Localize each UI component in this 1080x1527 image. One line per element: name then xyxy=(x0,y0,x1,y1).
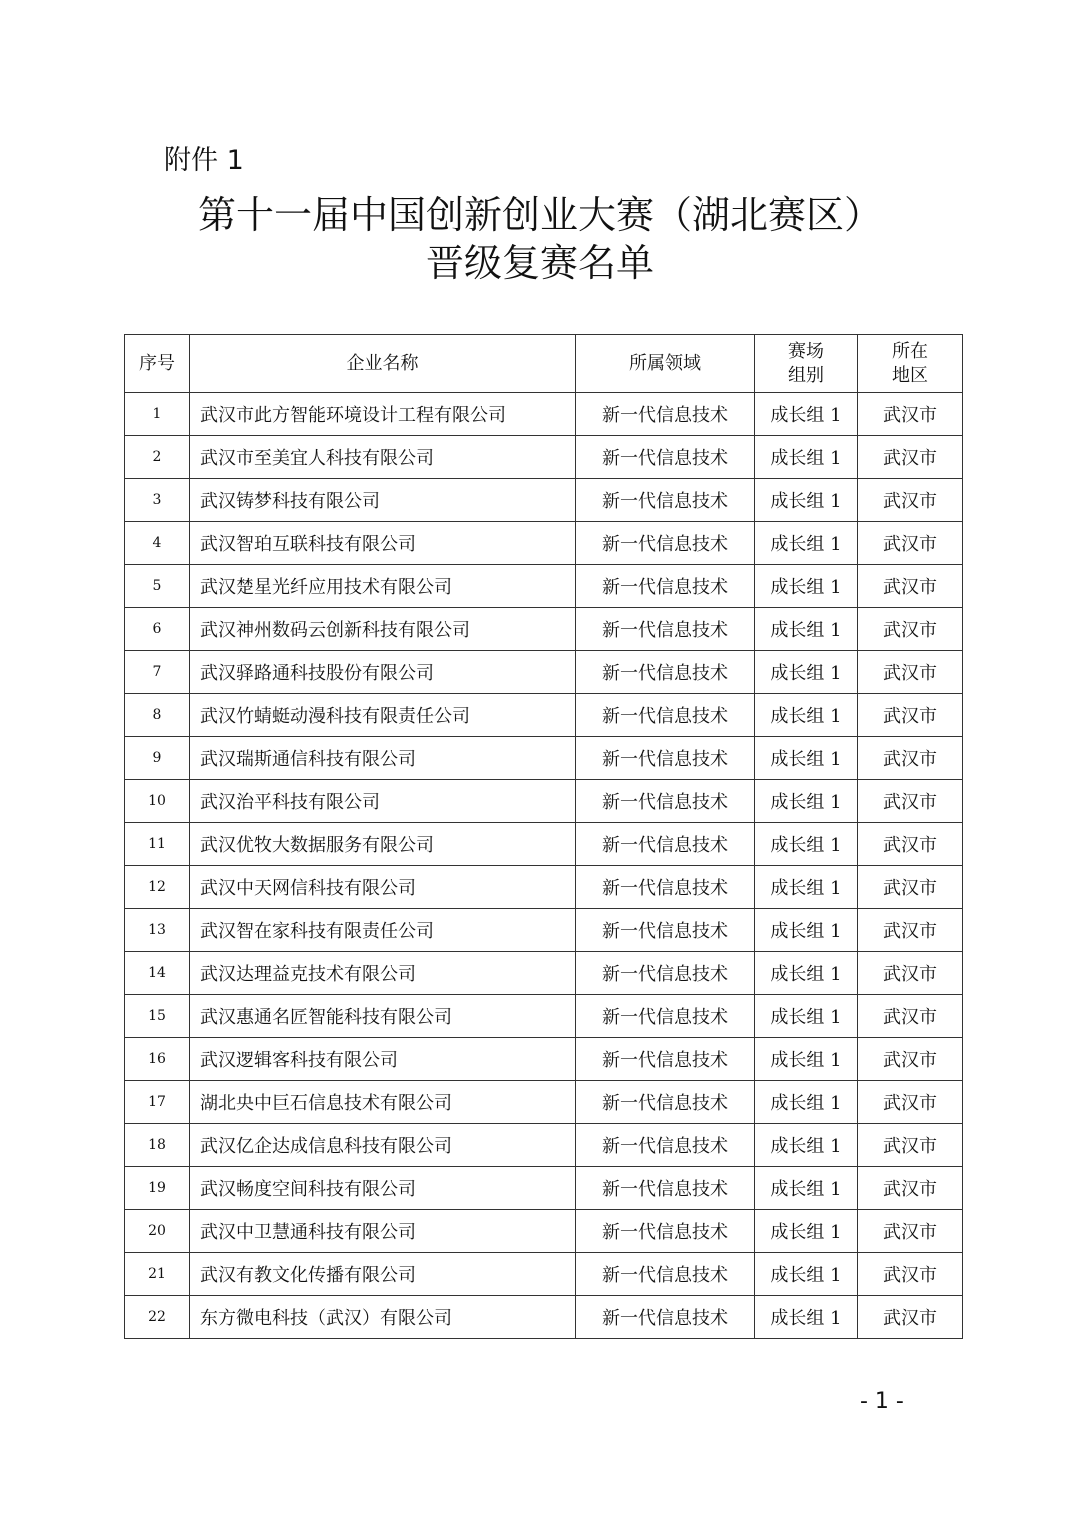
table-row xyxy=(125,393,963,436)
table-row xyxy=(125,995,963,1038)
company-name: 武汉中天网信科技有限公司 xyxy=(190,866,576,909)
group-cell: 成长组 1 xyxy=(755,1038,858,1081)
region-cell: 武汉市 xyxy=(858,479,963,522)
row-number: 9 xyxy=(125,737,190,780)
row-number: 17 xyxy=(125,1081,190,1124)
region-cell: 武汉市 xyxy=(858,1167,963,1210)
row-number: 10 xyxy=(125,780,190,823)
header-group xyxy=(755,335,858,393)
table-row xyxy=(125,694,963,737)
group-cell: 成长组 1 xyxy=(755,995,858,1038)
field-cell: 新一代信息技术 xyxy=(576,1253,755,1296)
field-cell: 新一代信息技术 xyxy=(576,1081,755,1124)
company-name: 湖北央中巨石信息技术有限公司 xyxy=(190,1081,576,1124)
company-name: 武汉畅度空间科技有限公司 xyxy=(190,1167,576,1210)
table-row xyxy=(125,479,963,522)
group-cell: 成长组 1 xyxy=(755,952,858,995)
group-cell: 成长组 1 xyxy=(755,1124,858,1167)
company-name: 武汉亿企达成信息科技有限公司 xyxy=(190,1124,576,1167)
field-cell: 新一代信息技术 xyxy=(576,694,755,737)
group-cell: 成长组 1 xyxy=(755,651,858,694)
table-row xyxy=(125,737,963,780)
group-cell: 成长组 1 xyxy=(755,694,858,737)
company-name: 武汉惠通名匠智能科技有限公司 xyxy=(190,995,576,1038)
field-cell: 新一代信息技术 xyxy=(576,608,755,651)
company-name: 武汉驿路通科技股份有限公司 xyxy=(190,651,576,694)
table-row xyxy=(125,1210,963,1253)
row-number: 2 xyxy=(125,436,190,479)
table-row xyxy=(125,1038,963,1081)
field-cell: 新一代信息技术 xyxy=(576,1038,755,1081)
table-row xyxy=(125,565,963,608)
group-cell: 成长组 1 xyxy=(755,737,858,780)
table-row xyxy=(125,1296,963,1339)
row-number: 19 xyxy=(125,1167,190,1210)
region-cell: 武汉市 xyxy=(858,608,963,651)
header-region xyxy=(858,335,963,393)
table-header-row xyxy=(125,335,963,393)
header-field: 所属领域 xyxy=(576,335,755,393)
document-subtitle: 晋级复赛名单 xyxy=(425,241,654,285)
company-name: 武汉治平科技有限公司 xyxy=(190,780,576,823)
row-number: 3 xyxy=(125,479,190,522)
region-cell: 武汉市 xyxy=(858,1038,963,1081)
group-cell: 成长组 1 xyxy=(755,479,858,522)
group-cell: 成长组 1 xyxy=(755,608,858,651)
company-name: 武汉瑞斯通信科技有限公司 xyxy=(190,737,576,780)
region-cell: 武汉市 xyxy=(858,952,963,995)
table-row xyxy=(125,1081,963,1124)
row-number: 21 xyxy=(125,1253,190,1296)
field-cell: 新一代信息技术 xyxy=(576,522,755,565)
field-cell: 新一代信息技术 xyxy=(576,1124,755,1167)
field-cell: 新一代信息技术 xyxy=(576,1210,755,1253)
company-name: 武汉优牧大数据服务有限公司 xyxy=(190,823,576,866)
field-cell: 新一代信息技术 xyxy=(576,780,755,823)
field-cell: 新一代信息技术 xyxy=(576,995,755,1038)
table-row xyxy=(125,522,963,565)
region-cell: 武汉市 xyxy=(858,1253,963,1296)
header-region-line1: 所在 xyxy=(892,340,928,362)
field-cell: 新一代信息技术 xyxy=(576,479,755,522)
table-row xyxy=(125,436,963,479)
row-number: 5 xyxy=(125,565,190,608)
field-cell: 新一代信息技术 xyxy=(576,737,755,780)
row-number: 16 xyxy=(125,1038,190,1081)
company-name: 武汉神州数码云创新科技有限公司 xyxy=(190,608,576,651)
region-cell: 武汉市 xyxy=(858,651,963,694)
company-name: 武汉达理益克技术有限公司 xyxy=(190,952,576,995)
company-name: 东方微电科技（武汉）有限公司 xyxy=(190,1296,576,1339)
region-cell: 武汉市 xyxy=(858,823,963,866)
company-name: 武汉楚星光纤应用技术有限公司 xyxy=(190,565,576,608)
region-cell: 武汉市 xyxy=(858,995,963,1038)
group-cell: 成长组 1 xyxy=(755,1081,858,1124)
group-cell: 成长组 1 xyxy=(755,909,858,952)
region-cell: 武汉市 xyxy=(858,737,963,780)
finalists-table xyxy=(124,334,963,1339)
region-cell: 武汉市 xyxy=(858,1081,963,1124)
region-cell: 武汉市 xyxy=(858,866,963,909)
header-group-line1: 赛场 xyxy=(788,340,824,362)
region-cell: 武汉市 xyxy=(858,436,963,479)
group-cell: 成长组 1 xyxy=(755,780,858,823)
table-row xyxy=(125,909,963,952)
company-name: 武汉中卫慧通科技有限公司 xyxy=(190,1210,576,1253)
row-number: 20 xyxy=(125,1210,190,1253)
region-cell: 武汉市 xyxy=(858,1124,963,1167)
field-cell: 新一代信息技术 xyxy=(576,436,755,479)
group-cell: 成长组 1 xyxy=(755,436,858,479)
group-cell: 成长组 1 xyxy=(755,393,858,436)
region-cell: 武汉市 xyxy=(858,393,963,436)
row-number: 1 xyxy=(125,393,190,436)
region-cell: 武汉市 xyxy=(858,909,963,952)
field-cell: 新一代信息技术 xyxy=(576,1167,755,1210)
row-number: 15 xyxy=(125,995,190,1038)
page-number: - 1 - xyxy=(860,1389,904,1414)
row-number: 14 xyxy=(125,952,190,995)
table-row xyxy=(125,1253,963,1296)
row-number: 11 xyxy=(125,823,190,866)
company-name: 武汉竹蜻蜓动漫科技有限责任公司 xyxy=(190,694,576,737)
field-cell: 新一代信息技术 xyxy=(576,823,755,866)
group-cell: 成长组 1 xyxy=(755,1167,858,1210)
company-name: 武汉市此方智能环境设计工程有限公司 xyxy=(190,393,576,436)
group-cell: 成长组 1 xyxy=(755,1253,858,1296)
group-cell: 成长组 1 xyxy=(755,565,858,608)
row-number: 4 xyxy=(125,522,190,565)
region-cell: 武汉市 xyxy=(858,780,963,823)
field-cell: 新一代信息技术 xyxy=(576,651,755,694)
region-cell: 武汉市 xyxy=(858,1210,963,1253)
company-name: 武汉有教文化传播有限公司 xyxy=(190,1253,576,1296)
company-name: 武汉智珀互联科技有限公司 xyxy=(190,522,576,565)
table-row xyxy=(125,608,963,651)
table-row xyxy=(125,866,963,909)
group-cell: 成长组 1 xyxy=(755,866,858,909)
field-cell: 新一代信息技术 xyxy=(576,393,755,436)
header-no: 序号 xyxy=(125,335,190,393)
group-cell: 成长组 1 xyxy=(755,1296,858,1339)
region-cell: 武汉市 xyxy=(858,1296,963,1339)
attachment-label: 附件 1 xyxy=(164,145,244,176)
header-company-name: 企业名称 xyxy=(190,335,576,393)
row-number: 8 xyxy=(125,694,190,737)
field-cell: 新一代信息技术 xyxy=(576,866,755,909)
field-cell: 新一代信息技术 xyxy=(576,1296,755,1339)
header-region-line2: 地区 xyxy=(892,364,928,386)
region-cell: 武汉市 xyxy=(858,522,963,565)
header-group-line2: 组别 xyxy=(788,364,824,386)
group-cell: 成长组 1 xyxy=(755,522,858,565)
region-cell: 武汉市 xyxy=(858,565,963,608)
field-cell: 新一代信息技术 xyxy=(576,565,755,608)
field-cell: 新一代信息技术 xyxy=(576,909,755,952)
table-row xyxy=(125,952,963,995)
row-number: 22 xyxy=(125,1296,190,1339)
table-row xyxy=(125,651,963,694)
group-cell: 成长组 1 xyxy=(755,823,858,866)
company-name: 武汉市至美宜人科技有限公司 xyxy=(190,436,576,479)
table-row xyxy=(125,823,963,866)
company-name: 武汉铸梦科技有限公司 xyxy=(190,479,576,522)
field-cell: 新一代信息技术 xyxy=(576,952,755,995)
row-number: 13 xyxy=(125,909,190,952)
table-row xyxy=(125,1167,963,1210)
group-cell: 成长组 1 xyxy=(755,1210,858,1253)
region-cell: 武汉市 xyxy=(858,694,963,737)
row-number: 12 xyxy=(125,866,190,909)
row-number: 18 xyxy=(125,1124,190,1167)
row-number: 7 xyxy=(125,651,190,694)
table-row xyxy=(125,1124,963,1167)
document-title: 第十一届中国创新创业大赛（湖北赛区） xyxy=(197,193,882,237)
company-name: 武汉智在家科技有限责任公司 xyxy=(190,909,576,952)
company-name: 武汉逻辑客科技有限公司 xyxy=(190,1038,576,1081)
row-number: 6 xyxy=(125,608,190,651)
table-row xyxy=(125,780,963,823)
